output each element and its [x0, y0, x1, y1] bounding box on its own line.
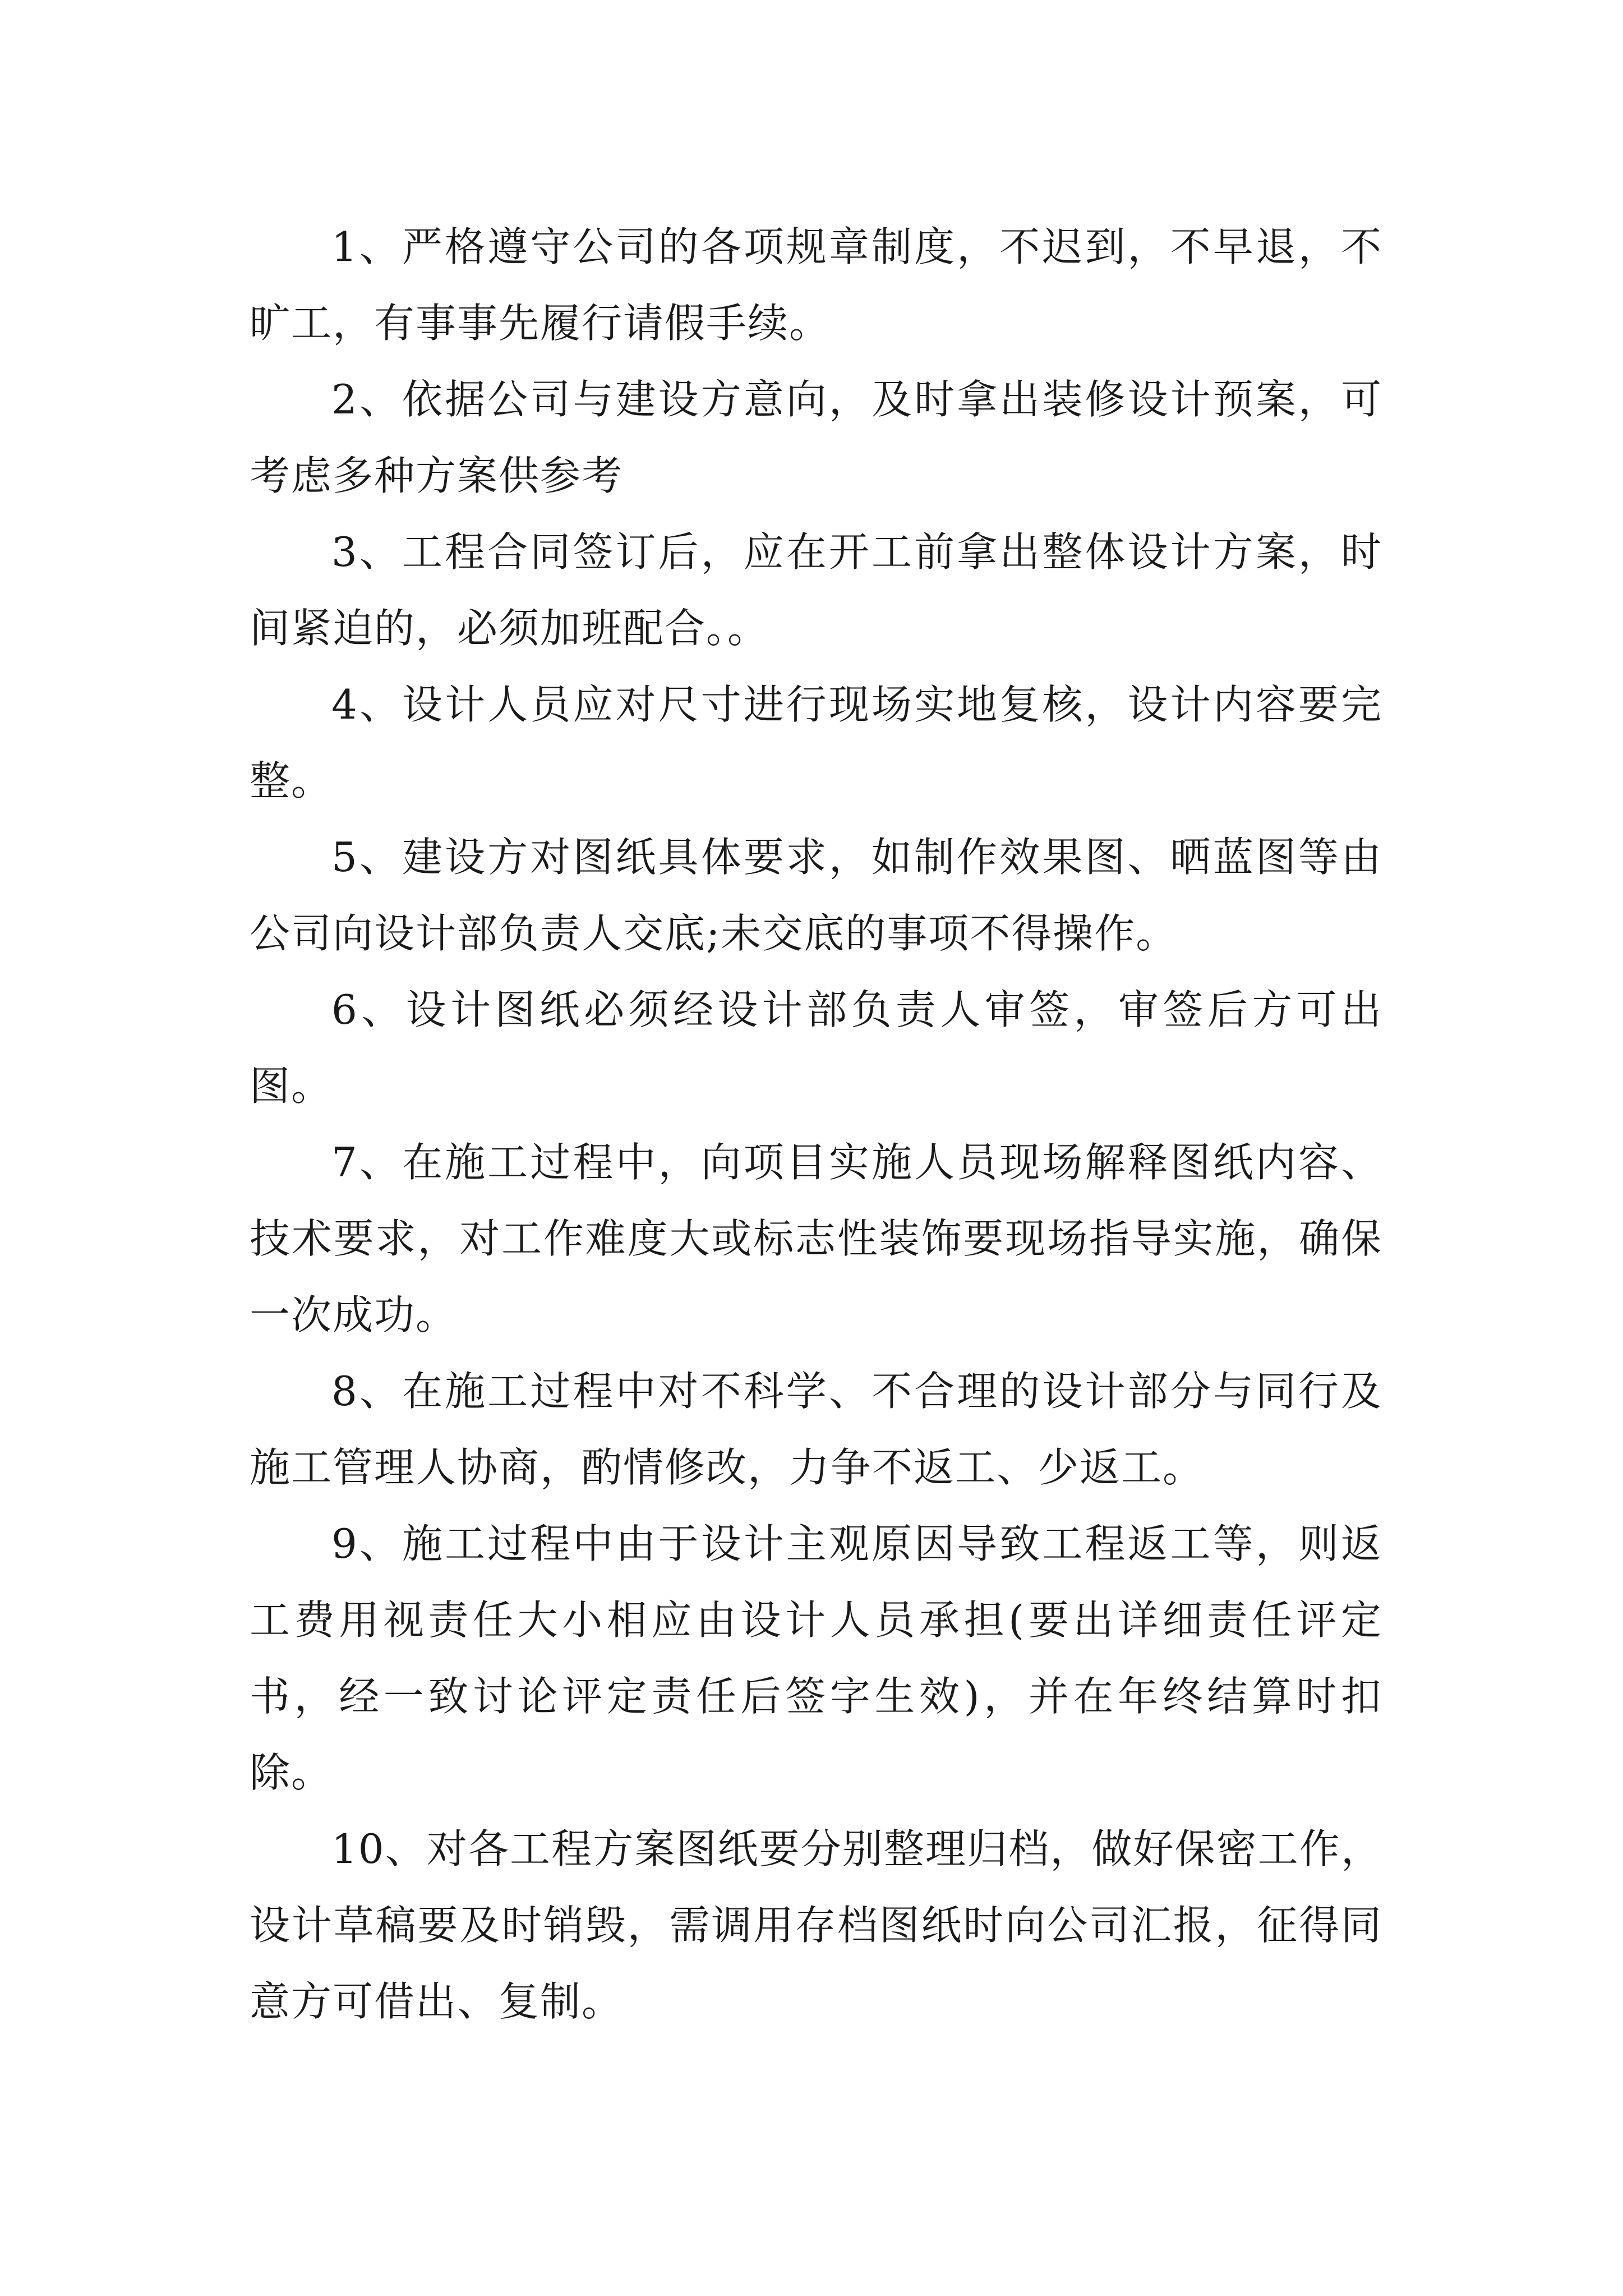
paragraph-8: 8、在施工过程中对不科学、不合理的设计部分与同行及施工管理人协商，酌情修改，力争不返工、少返工。: [250, 1368, 1382, 1491]
paragraph-5: 5、建设方对图纸具体要求，如制作效果图、晒蓝图等由公司向设计部负责人交底;未交底的事项不得操作。: [250, 834, 1382, 957]
paragraph-2: 2、依据公司与建设方意向，及时拿出装修设计预案，可考虑多种方案供参考: [250, 376, 1382, 499]
paragraph-3: 3、工程合同签订后，应在开工前拿出整体设计方案，时间紧迫的，必须加班配合。。: [250, 528, 1382, 652]
paragraph-9: 9、施工过程中由于设计主观原因导致工程返工等，则返工费用视责任大小相应由设计人员承担(要出详细责任评定书，经一致讨论评定责任后签字生效)，并在年终结算时扣除。: [250, 1520, 1382, 1796]
paragraph-4: 4、设计人员应对尺寸进行现场实地复核，设计内容要完整。: [250, 681, 1382, 804]
paragraph-10: 10、对各工程方案图纸要分别整理归档，做好保密工作，设计草稿要及时销毁，需调用存档图纸时向公司汇报，征得同意方可借出、复制。: [250, 1825, 1382, 2025]
paragraph-1: 1、严格遵守公司的各项规章制度，不迟到，不早退，不旷工，有事事先履行请假手续。: [250, 223, 1382, 347]
paragraph-6: 6、设计图纸必须经设计部负责人审签，审签后方可出图。: [250, 986, 1382, 1110]
document-body: [250, 209, 1382, 2040]
paragraph-7: 7、在施工过程中，向项目实施人员现场解释图纸内容、技术要求，对工作难度大或标志性装饰要现场指导实施，确保一次成功。: [250, 1139, 1382, 1338]
